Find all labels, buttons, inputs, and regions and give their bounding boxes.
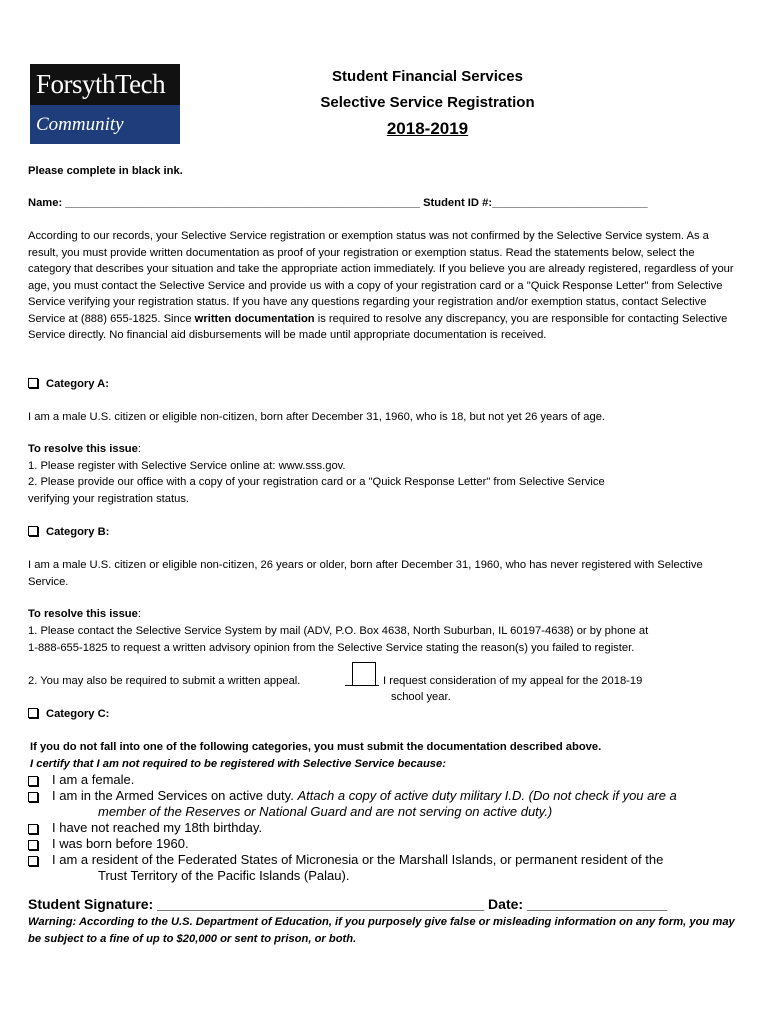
category-a-label: Category A:	[46, 378, 109, 390]
category-c-checkbox[interactable]	[28, 708, 38, 718]
category-a-text: I am a male U.S. citizen or eligible non-citizen, born after December 31, 1960, who is 18, but not yet 26 years of age.	[28, 411, 606, 423]
signature-field[interactable]: __________________________________________	[157, 896, 485, 912]
category-b-heading	[28, 524, 109, 541]
appeal-checkbox[interactable]	[352, 662, 376, 686]
category-b-resolve	[28, 606, 141, 623]
category-a-resolve-label: To resolve this issue	[28, 443, 138, 455]
warning-text: Warning: According to the U.S. Department of Education, if you purposely give false or misleading information on any form, you may be subject to a fine of up to $20,000 or sent to prison, or both.	[28, 916, 735, 945]
exemption-item-under-18	[28, 820, 748, 836]
category-b-resolve-label: To resolve this issue	[28, 608, 138, 620]
category-a-resolve-colon: :	[137, 443, 141, 455]
intro-part2: is required to resolve any discrepancy, you are responsible for contacting Selective Service directly. No financial aid disbursements will be made until appropriate documentation is received.	[28, 312, 728, 341]
name-student-id-line[interactable]: Name: _________________________________________________________ Student ID #:_________________________	[28, 197, 648, 209]
exemption-checkbox-born-before-1960[interactable]	[28, 840, 38, 850]
exemption-item-armed-services	[28, 788, 748, 820]
exemption-item-resident	[28, 852, 748, 884]
logo-top-text: ForsythTech	[30, 64, 180, 105]
header-line1: Student Financial Services	[332, 68, 523, 85]
category-b-step1: 1. Please contact the Selective Service System by mail (ADV, P.O. Box 4638, North Suburban, IL 60197-4638) or by phone at 1-888-655-1825 to request a written advisory opinion from the Selective Service stating the reason(s) you failed to register.	[28, 625, 649, 654]
category-c-certify: I certify that I am not required to be registered with Selective Service because:	[30, 758, 446, 770]
signature-label: Student Signature:	[28, 896, 154, 912]
college-logo	[30, 64, 180, 144]
date-field[interactable]: __________________	[526, 896, 668, 912]
category-b-checkbox[interactable]	[28, 526, 38, 536]
header-year: 2018-2019	[386, 119, 469, 138]
category-a-heading	[28, 376, 109, 393]
exemption-checkbox-female[interactable]	[28, 776, 38, 786]
category-b-step2: 2. You may also be required to submit a written appeal.	[28, 675, 301, 687]
ink-instruction: Please complete in black ink.	[28, 165, 183, 177]
exemption-list	[28, 772, 748, 884]
category-a-step2: 2. Please provide our office with a copy of your registration card or a "Quick Response Letter" from Selective Service verifying your registration status.	[28, 476, 605, 505]
category-c-heading	[28, 706, 109, 723]
appeal-blank-line	[345, 685, 379, 686]
exemption-italic-note-cont: member of the Reserves or National Guard and are not serving on active duty.)	[98, 804, 553, 819]
category-a-step1: 1. Please register with Selective Service online at: www.sss.gov.	[28, 460, 346, 472]
exemption-text: I am a female.	[52, 772, 135, 787]
logo-bottom-text: Community	[36, 114, 124, 135]
exemption-italic-note: Attach a copy of active duty military I.D. (Do not check if you are a	[297, 788, 677, 803]
exemption-text: I was born before 1960.	[52, 836, 189, 851]
exemption-text: I am a resident of the Federated States of Micronesia or the Marshall Islands, or permanent resident of the	[52, 852, 664, 867]
exemption-text-cont: Trust Territory of the Pacific Islands (Palau).	[98, 868, 350, 883]
exemption-checkbox-resident[interactable]	[28, 856, 38, 866]
category-a-checkbox[interactable]	[28, 378, 38, 388]
category-c-notice: If you do not fall into one of the following categories, you must submit the documentation described above.	[30, 741, 602, 753]
date-label: Date:	[488, 896, 524, 912]
category-b-label: Category B:	[46, 526, 110, 538]
intro-bold: written documentation	[194, 312, 315, 325]
appeal-text-line1: I request consideration of my appeal for the 2018-19	[383, 675, 643, 687]
exemption-item-female	[28, 772, 748, 788]
header-line2: Selective Service Registration	[320, 94, 535, 111]
category-c-label: Category C:	[46, 708, 110, 720]
category-a-resolve	[28, 441, 141, 458]
exemption-checkbox-under-18[interactable]	[28, 824, 38, 834]
category-b-resolve-colon: :	[137, 608, 141, 620]
category-b-text: I am a male U.S. citizen or eligible non-citizen, 26 years or older, born after December 31, 1960, who has never registered with Selective Service.	[28, 559, 703, 588]
intro-part1: According to our records, your Selective Service registration or exemption status was not confirmed by the Selective Service system. As a result, you must provide written documentation as proof of your registration or exemption status. Read the statements below, select the category that describes your situation and take the appropriate action immediately. If you believe you are already registered, regardless of your age, you must contact the Selective Service and provide us with a copy of your registration card or a "Quick Response Letter" from Selective Service verifying your registration status. If you have any questions regarding your registration and/or exemption status, contact Selective Service at (888) 655-1825. Since	[28, 230, 734, 325]
exemption-checkbox-armed-services[interactable]	[28, 792, 38, 802]
signature-row	[28, 896, 667, 912]
appeal-text-line2: school year.	[391, 691, 451, 703]
exemption-text: I have not reached my 18th birthday.	[52, 820, 263, 835]
exemption-item-born-before-1960	[28, 836, 748, 852]
exemption-text: I am in the Armed Services on active duty.	[52, 788, 298, 803]
intro-paragraph	[28, 228, 740, 344]
